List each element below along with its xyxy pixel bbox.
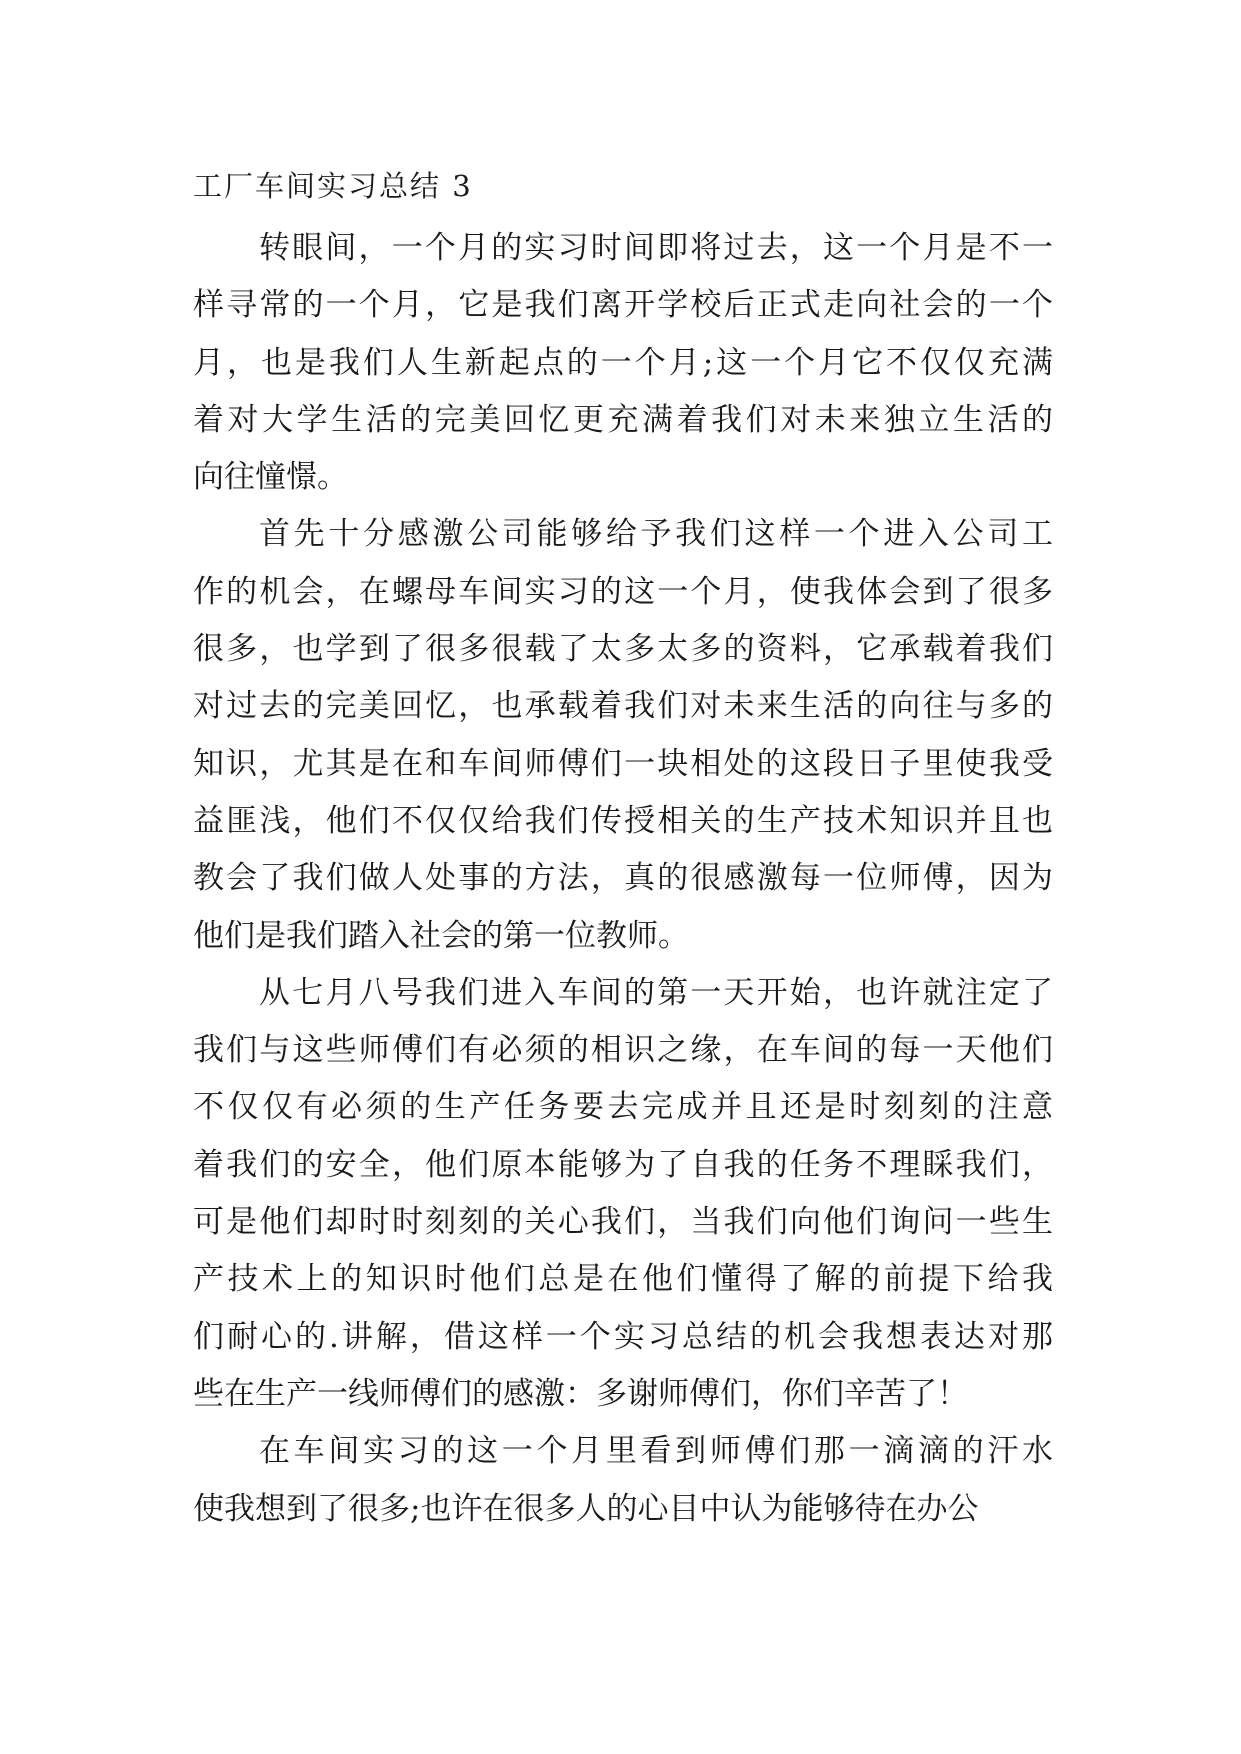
text-line: 从七月八号我们进入车间的第一天开始，也许就注定了 bbox=[259, 974, 1053, 1011]
text-line: 着我们的安全，他们原本能够为了自我的任务不理睬我们， bbox=[193, 1146, 1053, 1183]
paragraph bbox=[193, 965, 1053, 1423]
paragraph bbox=[193, 506, 1053, 964]
text-line: 产技术上的知识时他们总是在他们懂得了解的前提下给我 bbox=[193, 1261, 1053, 1298]
text-line: 他们是我们踏入社会的第一位教师。 bbox=[193, 917, 689, 954]
document-body bbox=[193, 160, 1053, 1538]
text-line: 对过去的完美回忆，也承载着我们对未来生活的向往与多的 bbox=[193, 688, 1053, 725]
text-line: 可是他们却时时刻刻的关心我们，当我们向他们询问一些生 bbox=[193, 1204, 1053, 1241]
text-line: 作的机会，在螺母车间实习的这一个月，使我体会到了很多 bbox=[193, 573, 1053, 610]
text-line: 转眼间，一个月的实习时间即将过去，这一个月是不一 bbox=[259, 230, 1053, 266]
text-line: 使我想到了很多;也许在很多人的心目中认为能够待在办公 bbox=[193, 1490, 979, 1527]
text-line: 着对大学生活的完美回忆更充满着我们对未来独立生活的 bbox=[193, 401, 1053, 438]
text-line: 们耐心的.讲解，借这样一个实习总结的机会我想表达对那 bbox=[193, 1318, 1053, 1355]
text-line: 些在生产一线师傅们的感激：多谢师傅们，你们辛苦了！ bbox=[193, 1375, 968, 1412]
text-line: 教会了我们做人处事的方法，真的很感激每一位师傅，因为 bbox=[193, 860, 1053, 897]
text-line: 不仅仅有必须的生产任务要去完成并且还是时刻刻的注意 bbox=[193, 1089, 1053, 1126]
text-line: 向往憧憬。 bbox=[193, 459, 348, 496]
paragraph bbox=[193, 1423, 1053, 1538]
text-line: 样寻常的一个月，它是我们离开学校后正式走向社会的一个 bbox=[193, 287, 1053, 324]
paragraph bbox=[193, 220, 1053, 506]
text-line: 在车间实习的这一个月里看到师傅们那一滴滴的汗水 bbox=[259, 1433, 1053, 1470]
text-line: 月，也是我们人生新起点的一个月;这一个月它不仅仅充满 bbox=[193, 344, 1053, 381]
text-line: 首先十分感激公司能够给予我们这样一个进入公司工 bbox=[259, 516, 1053, 553]
text-line: 我们与这些师傅们有必须的相识之缘，在车间的每一天他们 bbox=[193, 1032, 1053, 1069]
text-line: 很多，也学到了很多很载了太多太多的资料，它承载着我们 bbox=[193, 631, 1053, 668]
paragraph-list bbox=[193, 220, 1053, 1538]
text-line: 知识，尤其是在和车间师傅们一块相处的这段日子里使我受 bbox=[193, 745, 1053, 782]
document-title: 工厂车间实习总结 3 bbox=[193, 169, 473, 203]
text-line: 益匪浅，他们不仅仅给我们传授相关的生产技术知识并且也 bbox=[193, 802, 1053, 839]
